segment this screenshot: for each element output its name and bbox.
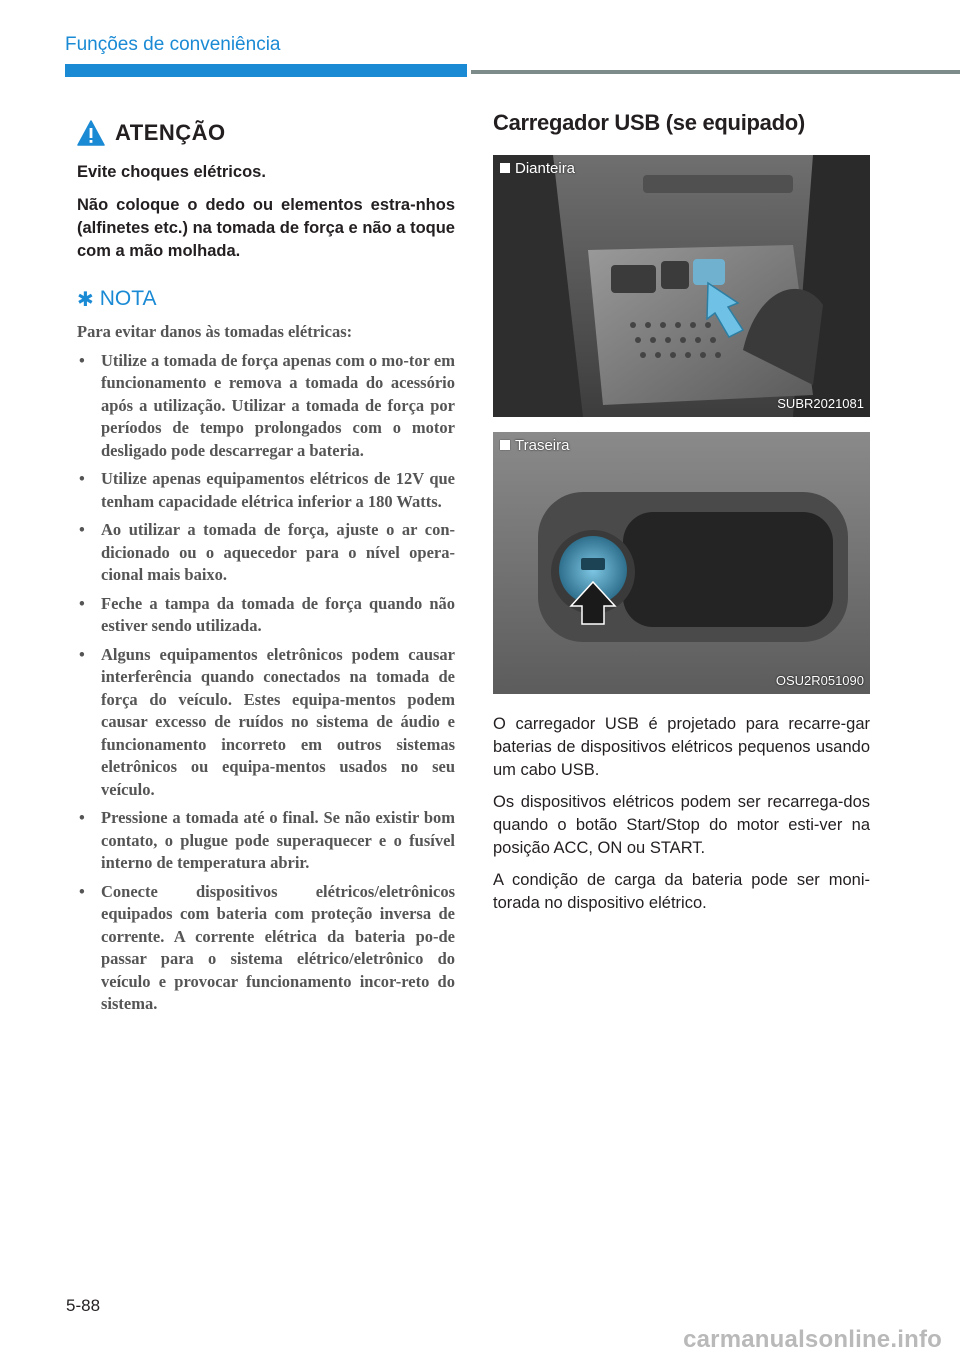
list-item: • Ao utilizar a tomada de força, ajuste o ar con-dicionado ou o aquecedor para o nível opera-cional mais baixo. (77, 519, 455, 587)
note-intro: Para evitar danos às tomadas elétricas: (77, 322, 353, 341)
square-icon (500, 440, 510, 450)
photo-caption (500, 160, 575, 177)
usb-description (493, 713, 870, 915)
list-item: • Pressione a tomada até o final. Se não existir bom contato, o plugue pode superaquecer e o fusível interno de temperatura abrir. (77, 807, 455, 875)
list-item: • Alguns equipamentos eletrônicos podem causar interferência quando conectados na tomada de força do veículo. Estes equipa-mentos podem causar excesso de ruídos no sistema de áudio e funcionamento incorreto em outros sistemas eletrônicos ou equipa-mentos usados no seu veículo. (77, 644, 455, 802)
note-title: NOTA (99, 287, 157, 310)
warning-text: Não coloque o dedo ou elementos estra-nhos (alfinetes etc.) na tomada de força e não a toque com a mão molhada. (77, 196, 455, 260)
list-item: • Utilize a tomada de força apenas com o mo-tor em funcionamento e remova a tomada do acessório após a utilização. Utilizar a tomada de força por períodos de tempo prolongados com o motor desligado pode descarregar a bateria. (77, 350, 455, 463)
warning-triangle-icon (77, 120, 105, 146)
usb-section-title: Carregador USB (se equipado) (493, 110, 805, 135)
front-usb-photo (493, 155, 870, 417)
section-header: Funções de conveniência (65, 34, 281, 55)
list-item: • Feche a tampa da tomada de força quando não estiver sendo utilizada. (77, 593, 455, 638)
page-number: 5-88 (66, 1296, 101, 1315)
warning-text: Evite choques elétricos. (77, 163, 266, 181)
photo-code: OSU2R051090 (775, 673, 864, 688)
warning-title: ATENÇÃO (115, 120, 226, 145)
header-rule-gray (471, 70, 960, 74)
body-paragraph: Os dispositivos elétricos podem ser recarrega-dos quando o botão Start/Stop do motor esti-ver na posição ACC, ON ou START. (493, 793, 870, 857)
star-icon: ✱ (77, 288, 94, 311)
photo-caption-text: Dianteira (515, 160, 576, 177)
note-list (77, 350, 455, 1016)
right-column (493, 110, 870, 924)
body-paragraph: O carregador USB é projetado para recarre-gar baterias de dispositivos elétricos pequenos usando um cabo USB. (493, 715, 870, 779)
body-paragraph: A condição de carga da bateria pode ser moni-torada no dispositivo elétrico. (493, 871, 870, 912)
header-rule-blue (65, 64, 467, 77)
watermark: carmanualsonline.info (683, 1326, 942, 1353)
left-column (77, 115, 455, 1022)
photo-caption-text: Traseira (515, 437, 570, 454)
rear-usb-photo (493, 432, 870, 694)
photo-code: SUBR2021081 (777, 396, 864, 411)
square-icon (500, 163, 510, 173)
rear-console-illustration (493, 432, 870, 694)
photo-caption (500, 437, 569, 454)
note-heading (77, 285, 455, 313)
list-item: • Conecte dispositivos elétricos/eletrônicos equipados com bateria com proteção inversa de corrente. A corrente elétrica da bateria po-de passar para o sistema elétrico/eletrônico do veículo e provocar funcionamento incor-reto do sistema. (77, 881, 455, 1016)
front-console-illustration (493, 155, 870, 417)
warning-heading (77, 115, 455, 151)
list-item: • Utilize apenas equipamentos elétricos de 12V que tenham capacidade elétrica inferior a 180 Watts. (77, 468, 455, 513)
